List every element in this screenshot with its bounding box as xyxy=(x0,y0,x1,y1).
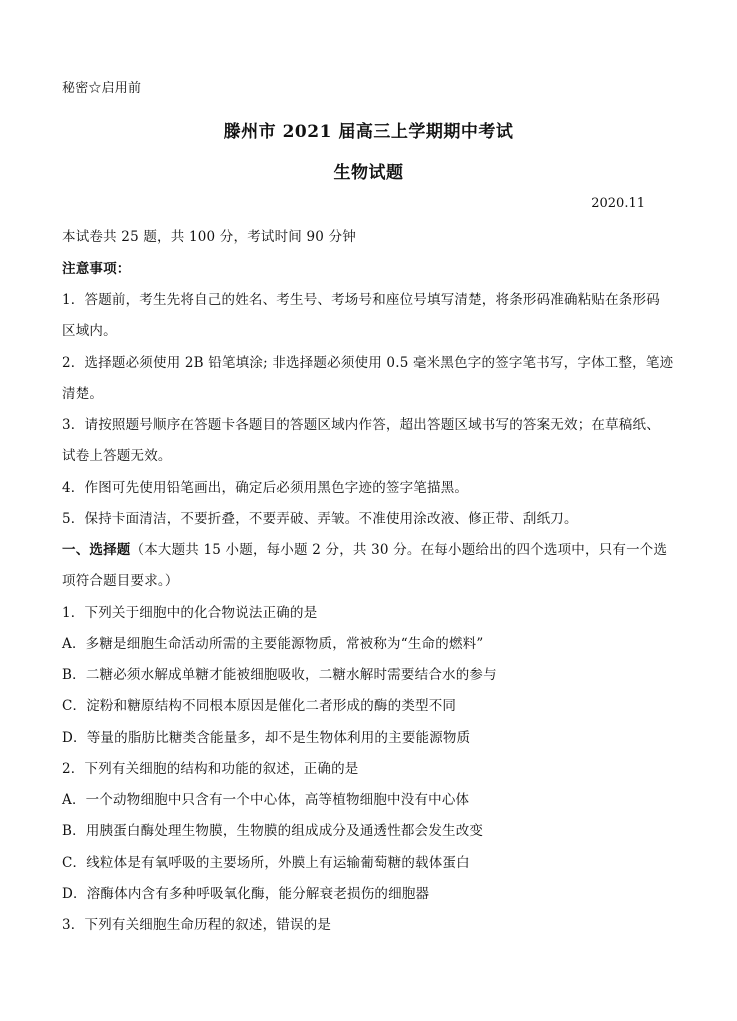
page-title: 滕州市 2021 届高三上学期期中考试 xyxy=(223,122,514,142)
notes-line: 5．保持卡面清洁，不要折叠，不要弄破、弄皱。不准使用涂改液、修正带、刮纸刀。 xyxy=(62,511,578,527)
question-option: D．溶酶体内含有多种呼吸氧化酶，能分解衰老损伤的细胞器 xyxy=(62,886,430,902)
subject-title: 生物试题 xyxy=(333,163,404,183)
question-stem: 2．下列有关细胞的结构和功能的叙述，正确的是 xyxy=(62,761,359,777)
question-option: B．用胰蛋白酶处理生物膜，生物膜的组成成分及通透性都会发生改变 xyxy=(62,823,484,839)
question-option: D．等量的脂肪比糖类含能量多，却不是生物体利用的主要能源物质 xyxy=(62,730,471,746)
exam-intro: 本试卷共 25 题，共 100 分，考试时间 90 分钟 xyxy=(62,229,356,245)
section-description-cont: 项符合题目要求。） xyxy=(62,573,179,589)
notes-heading: 注意事项： xyxy=(62,261,131,277)
notes-line: 清楚。 xyxy=(62,386,104,402)
confidential-label: 秘密☆启用前 xyxy=(62,81,142,96)
notes-line: 2．选择题必须使用 2B 铅笔填涂; 非选择题必须使用 0.5 毫米黑色字的签字笔书写，字体工整，笔迹 xyxy=(62,355,674,371)
question-option: C．线粒体是有氧呼吸的主要场所，外膜上有运输葡萄糖的载体蛋白 xyxy=(62,855,470,871)
notes-line: 区域内。 xyxy=(62,323,117,339)
exam-date: 2020.11 xyxy=(591,196,645,211)
question-stem: 3．下列有关细胞生命历程的叙述，错误的是 xyxy=(62,917,332,933)
notes-line: 4．作图可先使用铅笔画出，确定后必须用黑色字迹的签字笔描黑。 xyxy=(62,480,469,496)
section-heading-line xyxy=(62,541,667,559)
question-option: B．二糖必须水解成单糖才能被细胞吸收，二糖水解时需要结合水的参与 xyxy=(62,667,497,683)
question-option: A．一个动物细胞中只含有一个中心体，高等植物细胞中没有中心体 xyxy=(62,792,470,808)
notes-line: 1．答题前，考生先将自己的姓名、考生号、考场号和座位号填写清楚，将条形码准确粘贴在条形码 xyxy=(62,292,660,308)
notes-line: 3．请按照题号顺序在答题卡各题目的答题区域内作答，超出答题区域书写的答案无效；在草稿纸、 xyxy=(62,417,660,433)
section-heading: 一、选择题 xyxy=(62,542,131,558)
question-option: A．多糖是细胞生命活动所需的主要能源物质，常被称为“生命的燃料” xyxy=(62,636,484,652)
section-description: （本大题共 15 小题，每小题 2 分，共 30 分。在每小题给出的四个选项中，只有一个选 xyxy=(130,542,668,558)
notes-line: 试卷上答题无效。 xyxy=(62,448,172,464)
question-option: C．淀粉和糖原结构不同根本原因是催化二者形成的酶的类型不同 xyxy=(62,698,457,714)
question-stem: 1．下列关于细胞中的化合物说法正确的是 xyxy=(62,605,318,621)
